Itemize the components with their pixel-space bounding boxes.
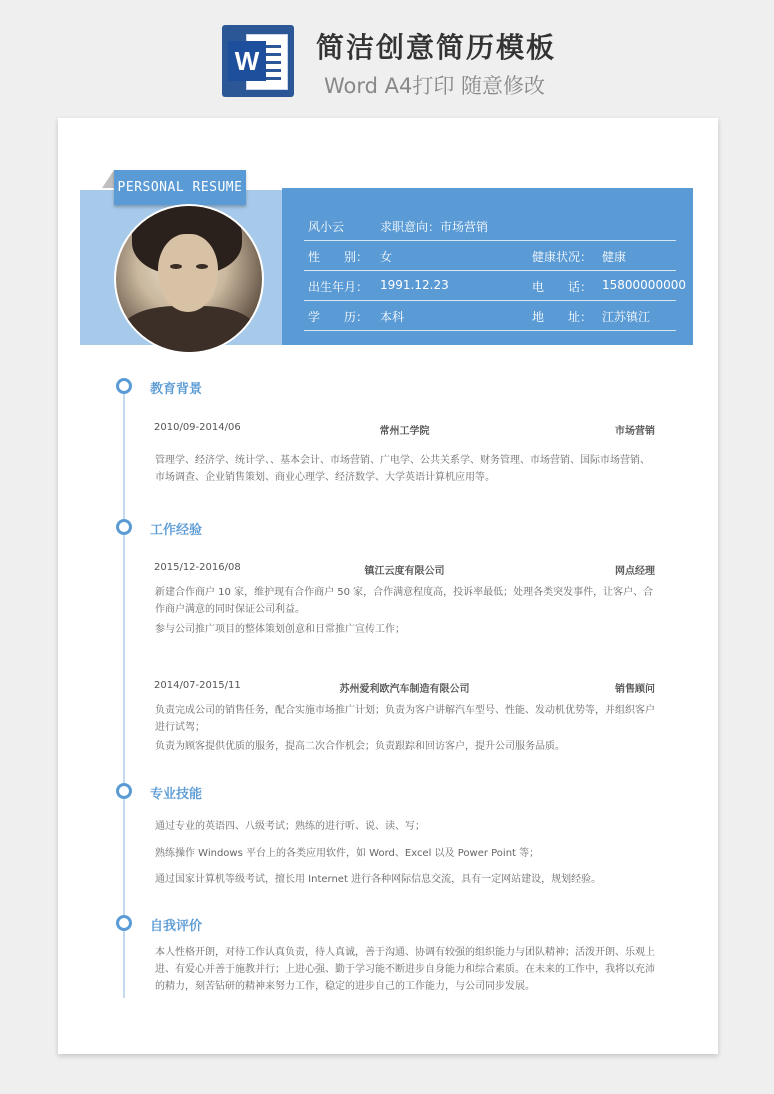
template-title: 简洁创意简历模板 [316,31,557,64]
info-row [304,300,676,331]
timeline-dot [116,915,132,931]
job-description: 负责完成公司的销售任务，配合实施市场推广计划；负责为客户讲解汽车型号、性能、发动机优势等，并组织客户进行试驾； [155,705,655,733]
self-evaluation-text: 本人性格开朗，对待工作认真负责，待人真诚，善于沟通、协调有较强的组织能力与团队精神；活泼开朗、乐观上进、有爱心并善于施教并行；上进心强、勤于学习能不断进步自身能力和综合素质。在未来的工作中，我将以充沛的精力，刻苦钻研的精神来努力工作，稳定的进步自己的工作能力，与公司同步发展。 [155,947,655,992]
section-title-education: 教育背景 [150,382,203,397]
phone-label: 电 话： [532,280,593,294]
resume-page [58,118,718,1054]
education-label: 学 历： [308,310,369,324]
skill-item: 通过国家计算机等级考试，擅长用 Internet 进行各种网际信息交流，具有一定网站建设，规划经验。 [155,874,602,885]
word-icon [222,25,294,97]
edu-school: 常州工学院 [379,426,430,437]
info-row-name [304,210,676,241]
education-value: 本科 [380,310,405,324]
health-value: 健康 [602,250,627,264]
section-title-skills: 专业技能 [150,787,203,802]
edu-courses: 管理学、经济学、统计学、、基本会计、市场营销、广电学、公共关系学、财务管理、市场营销、国际市场营销、市场调查、企业销售策划、商业心理学、经济数学、大学英语计算机应用等。 [155,455,650,483]
edu-major: 市场营销 [615,426,655,437]
job-description: 参与公司推广项目的整体策划创意和日常推广宣传工作； [155,624,405,635]
job-description: 新建合作商户 10 家，维护现有合作商户 50 家，合作满意程度高，投诉率最低；处理各类突发事件，让客户、合作商户满意的同时保证公司利益。 [155,587,654,615]
job-position: 销售顾问 [615,684,655,695]
word-letter: W [228,41,266,81]
edu-period: 2010/09-2014/06 [154,422,241,433]
birth-value: 1991.12.23 [380,278,449,292]
skill-item: 通过专业的英语四、八级考试；熟练的进行听、说、读、写； [155,821,425,832]
template-subtitle: Word A4打印 随意修改 [324,74,546,98]
timeline-line [123,388,125,998]
profile-photo [114,204,264,354]
info-row [304,270,686,301]
timeline-dot [116,519,132,535]
address-label: 地 址： [532,310,593,324]
timeline-dot [116,378,132,394]
job-description: 负责为顾客提供优质的服务，提高二次合作机会；负责跟踪和回访客户，提升公司服务品质。 [155,741,565,752]
job-company: 苏州爱利欧汽车制造有限公司 [339,684,470,695]
birth-label: 出生年月： [308,280,369,294]
gender-value: 女 [380,250,393,264]
timeline-dot [116,783,132,799]
info-row [304,240,676,271]
job-position: 网点经理 [615,566,655,577]
section-title-self: 自我评价 [150,919,203,934]
phone-value: 15800000000 [602,278,686,292]
job-company: 镇江云度有限公司 [364,566,445,577]
objective-value: 求职意向：市场营销 [380,220,489,234]
personal-resume-tag: PERSONAL RESUME [114,170,246,205]
health-label: 健康状况： [532,250,593,264]
name-value: 风小云 [308,220,345,234]
banner [0,0,774,110]
address-value: 江苏镇江 [602,310,651,324]
job-period: 2015/12-2016/08 [154,562,241,573]
gender-label: 性 别： [308,250,369,264]
skill-item: 熟练操作 Windows 平台上的各类应用软件，如 Word、Excel 以及 Power Point 等； [155,848,540,859]
section-title-work: 工作经验 [150,523,203,538]
job-period: 2014/07-2015/11 [154,680,241,691]
